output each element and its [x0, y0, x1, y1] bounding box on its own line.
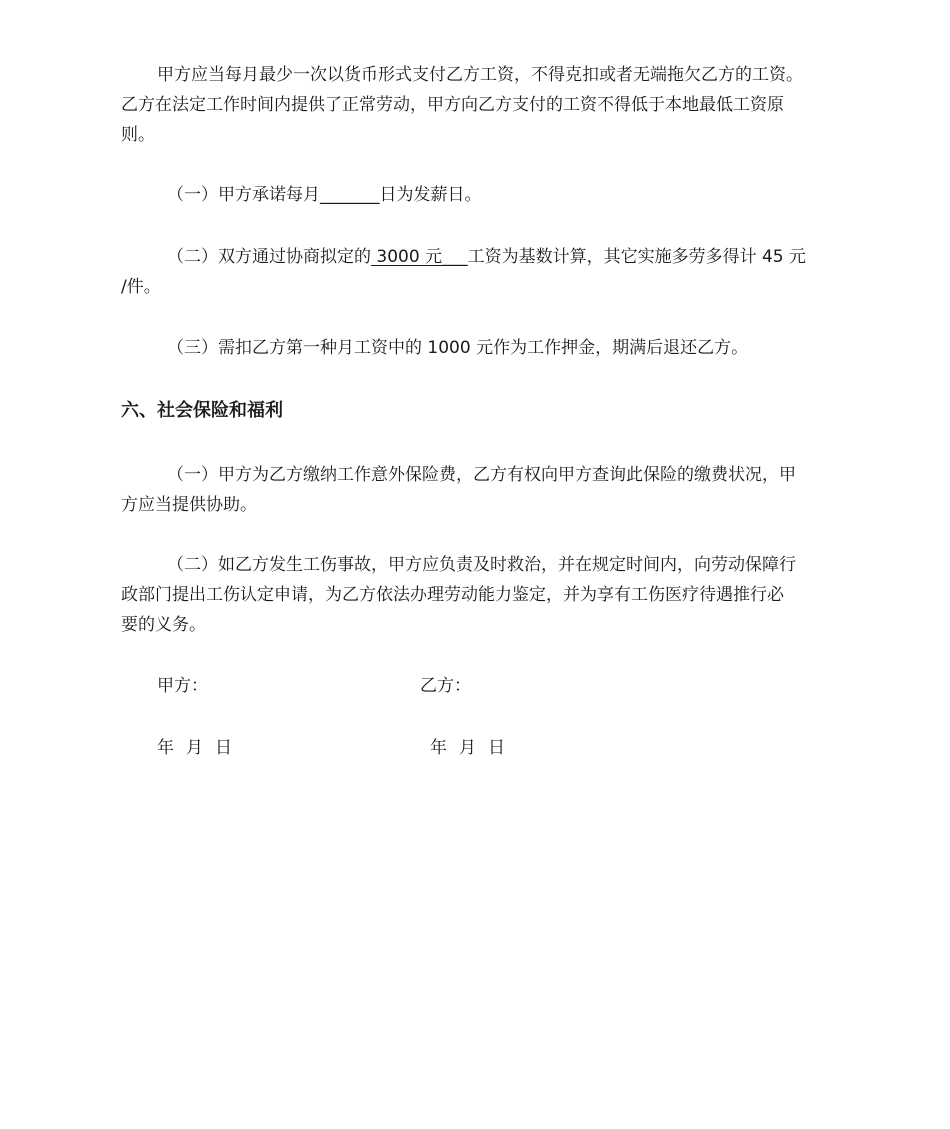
wage-paragraph-line-2: 乙方在法定工作时间内提供了正常劳动，甲方向乙方支付的工资不得低于本地最低工资原: [121, 95, 784, 115]
party-b-date-year: 年: [430, 738, 447, 758]
payday-clause-line: [121, 180, 837, 210]
insurance-clause-2-line-3: 要的义务。: [121, 615, 206, 635]
wage-paragraph-line-1: 甲方应当每月最少一次以货币形式支付乙方工资，不得克扣或者无端拖欠乙方的工资。: [157, 65, 803, 85]
insurance-clause-1-line-2: 方应当提供协助。: [121, 495, 257, 515]
wage-paragraph: [121, 60, 837, 150]
insurance-clause-2: [121, 550, 837, 640]
party-a-date: [157, 733, 232, 763]
base-wage-clause: [121, 242, 837, 302]
base-wage-amount: 3000 元___: [371, 247, 468, 267]
party-a-date-month: 月: [186, 738, 203, 758]
base-wage-clause-line-1: [121, 242, 837, 272]
party-b-date-month: 月: [459, 738, 476, 758]
payday-clause: [121, 180, 837, 210]
insurance-clause-2-line-2: 政部门提出工伤认定申请，为乙方依法办理劳动能力鉴定，并为享有工伤医疗待遇推行必: [121, 585, 784, 605]
party-a-date-day: 日: [215, 738, 232, 758]
base-wage-prefix: （二）双方通过协商拟定的: [167, 247, 371, 267]
payday-clause-prefix: （一）甲方承诺每月: [167, 185, 320, 205]
party-b-date-day: 日: [488, 738, 505, 758]
deposit-clause-line: （三）需扣乙方第一种月工资中的 1000 元作为工作押金，期满后退还乙方。: [167, 338, 749, 358]
insurance-clause-1-line-1: （一）甲方为乙方缴纳工作意外保险费，乙方有权向甲方查询此保险的缴费状况，甲: [167, 465, 796, 485]
insurance-clause-1: [121, 460, 837, 520]
payday-blank: _______: [320, 185, 380, 205]
base-wage-clause-line-2: /件。: [121, 277, 161, 297]
base-wage-suffix: 工资为基数计算，其它实施多劳多得计 45 元: [467, 247, 807, 267]
party-b-date: [430, 733, 505, 763]
party-b-signature-label: 乙方：: [420, 676, 471, 696]
wage-paragraph-line-3: 则。: [121, 125, 155, 145]
payday-clause-suffix: 日为发薪日。: [379, 185, 482, 205]
insurance-clause-2-line-1: （二）如乙方发生工伤事故，甲方应负责及时救治，并在规定时间内，向劳动保障行: [167, 555, 796, 575]
party-a-date-year: 年: [157, 738, 174, 758]
party-a-signature-label: 甲方：: [157, 676, 208, 696]
section-heading-social-insurance: 六、社会保险和福利: [121, 400, 283, 421]
deposit-clause: [121, 333, 837, 363]
